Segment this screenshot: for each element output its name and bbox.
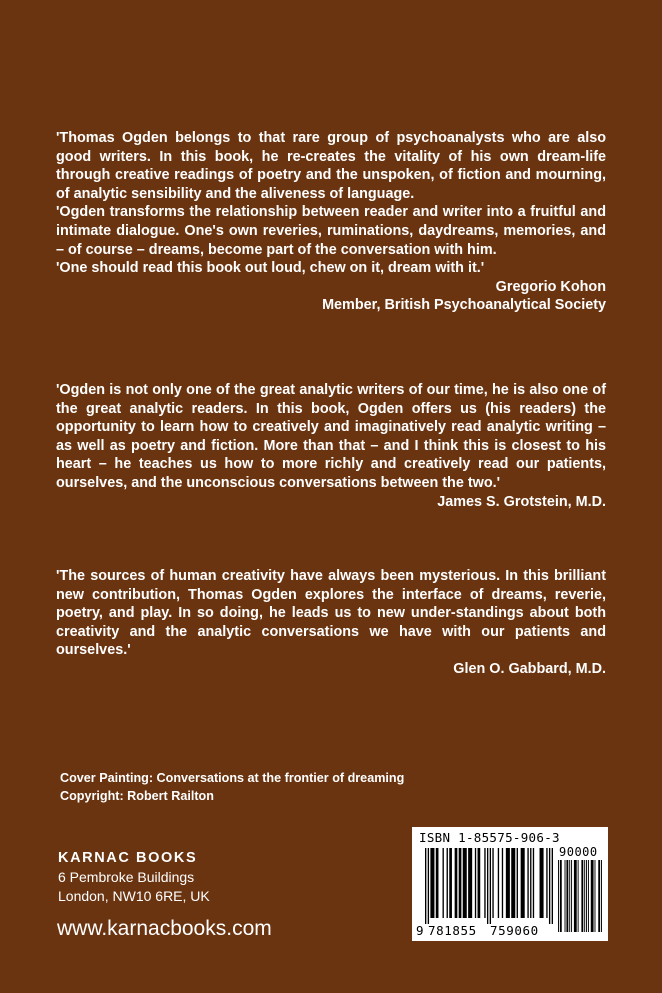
- publisher-address-line1: 6 Pembroke Buildings: [58, 869, 195, 885]
- review-affiliation: Member, British Psychoanalytical Society: [322, 297, 606, 314]
- barcode-bar: [584, 860, 585, 932]
- review-paragraph: 'Ogden is not only one of the great analytic writers of our time, he is also one of the great analytic readers. In this book, Ogden offers us (his readers) the opportunity to learn how to creatively and imaginatively read analytic writing – as well as poetry and fiction. More than that – and I think this is closest to his heart – he teaches us how to more richly and creatively read our patients, ourselves, and the unconscious conversations between the two.': [56, 382, 606, 491]
- barcode-bar: [490, 848, 491, 924]
- barcode-bar: [581, 860, 583, 932]
- barcode-bar: [478, 848, 481, 918]
- addon-barcode-bars: [558, 860, 602, 932]
- barcode-bar: [565, 860, 566, 932]
- cover-credits: [60, 769, 404, 805]
- ean-left-digits: 781855: [428, 923, 477, 938]
- barcode-bar: [586, 860, 587, 932]
- publisher-name: KARNAC BOOKS: [58, 850, 198, 866]
- review-author: James S. Grotstein, M.D.: [437, 493, 606, 510]
- review-paragraph: 'One should read this book out loud, chew on it, dream with it.': [56, 260, 485, 277]
- publisher-website: www.karnacbooks.com: [57, 917, 272, 940]
- barcode-bar: [459, 848, 462, 918]
- barcode-bar: [588, 860, 589, 932]
- barcode-bar: [443, 848, 444, 918]
- barcode-bar: [487, 848, 488, 924]
- barcode-bar: [569, 860, 570, 932]
- review-kohon: [56, 129, 606, 315]
- barcode-bar: [517, 848, 518, 918]
- barcode-bar: [447, 848, 448, 918]
- barcode-bar: [566, 860, 568, 932]
- barcode-bar: [571, 860, 572, 932]
- barcode-bar: [468, 848, 472, 918]
- barcode-bar: [449, 848, 452, 918]
- barcode-bar: [574, 860, 577, 932]
- barcode-bar: [425, 848, 426, 924]
- barcode-bar: [498, 848, 499, 918]
- publisher-address-line2: London, NW10 6RE, UK: [58, 888, 210, 904]
- review-gabbard: [56, 567, 606, 679]
- review-paragraph: 'The sources of human creativity have always been mysterious. In this brilliant new contribution, Thomas Ogden explores the interface of dreams, reverie, poetry, and play. In so doing, he leads us to new under-standings about both creativity and the analytic conversations we have with our patients and ourselves.': [56, 568, 606, 659]
- barcode-bar: [533, 848, 534, 918]
- review-paragraph: 'Thomas Ogden belongs to that rare group of psychoanalysts who are also good writers. In this book, he re-creates the vitality of his own dream-life through creative readings of poetry and the unspoken, of fiction and mourning, of analytic sensibility and the aliveness of language.: [56, 130, 606, 202]
- barcode-bar: [549, 848, 550, 924]
- barcode-bar: [558, 860, 559, 932]
- barcode-bar: [546, 848, 547, 918]
- barcode-bar: [428, 848, 429, 924]
- cover-painting-credit: Cover Painting: Conversations at the frontier of dreaming: [60, 771, 405, 785]
- barcode-bar: [511, 848, 515, 918]
- barcode-bar: [506, 848, 510, 918]
- copyright-credit: Copyright: Robert Railton: [60, 789, 214, 803]
- barcode-bar: [463, 848, 467, 918]
- isbn-number: ISBN 1-85575-906-3: [419, 830, 560, 845]
- barcode-bar: [475, 848, 476, 918]
- barcode-bar: [598, 860, 600, 932]
- barcode-bar: [521, 848, 525, 918]
- barcode-bar: [430, 848, 434, 918]
- publisher-info: [58, 849, 210, 906]
- ean-first-digit: 9: [416, 923, 424, 938]
- barcode-bar: [530, 848, 531, 918]
- barcode-bar: [595, 860, 596, 932]
- barcode-bar: [591, 860, 594, 932]
- barcode-bar: [601, 860, 602, 932]
- barcode-bar: [484, 848, 485, 918]
- ean-barcode-bars: [425, 848, 553, 924]
- ean-right-digits: 759060: [490, 923, 539, 938]
- barcode-bar: [560, 860, 562, 932]
- price-code: 90000: [559, 845, 598, 859]
- barcode-bar: [502, 848, 503, 918]
- barcode-bar: [578, 860, 579, 932]
- review-grotstein: [56, 381, 606, 511]
- barcode-bar: [455, 848, 458, 918]
- barcode-bar: [436, 848, 439, 918]
- barcode-bar: [492, 848, 493, 918]
- barcode-bar: [527, 848, 528, 918]
- review-author: Glen O. Gabbard, M.D.: [453, 660, 606, 677]
- review-author: Gregorio Kohon: [495, 278, 606, 295]
- isbn-barcode: [412, 827, 608, 941]
- ean-digits: [416, 923, 554, 938]
- barcode-bar: [552, 848, 553, 924]
- review-paragraph: 'Ogden transforms the relationship between reader and writer into a fruitful and intimate dialogue. One's own reveries, ruminations, daydreams, memories, and – of course – dreams, become part of the conversation with him.: [56, 204, 606, 258]
- barcode-bar: [540, 848, 544, 918]
